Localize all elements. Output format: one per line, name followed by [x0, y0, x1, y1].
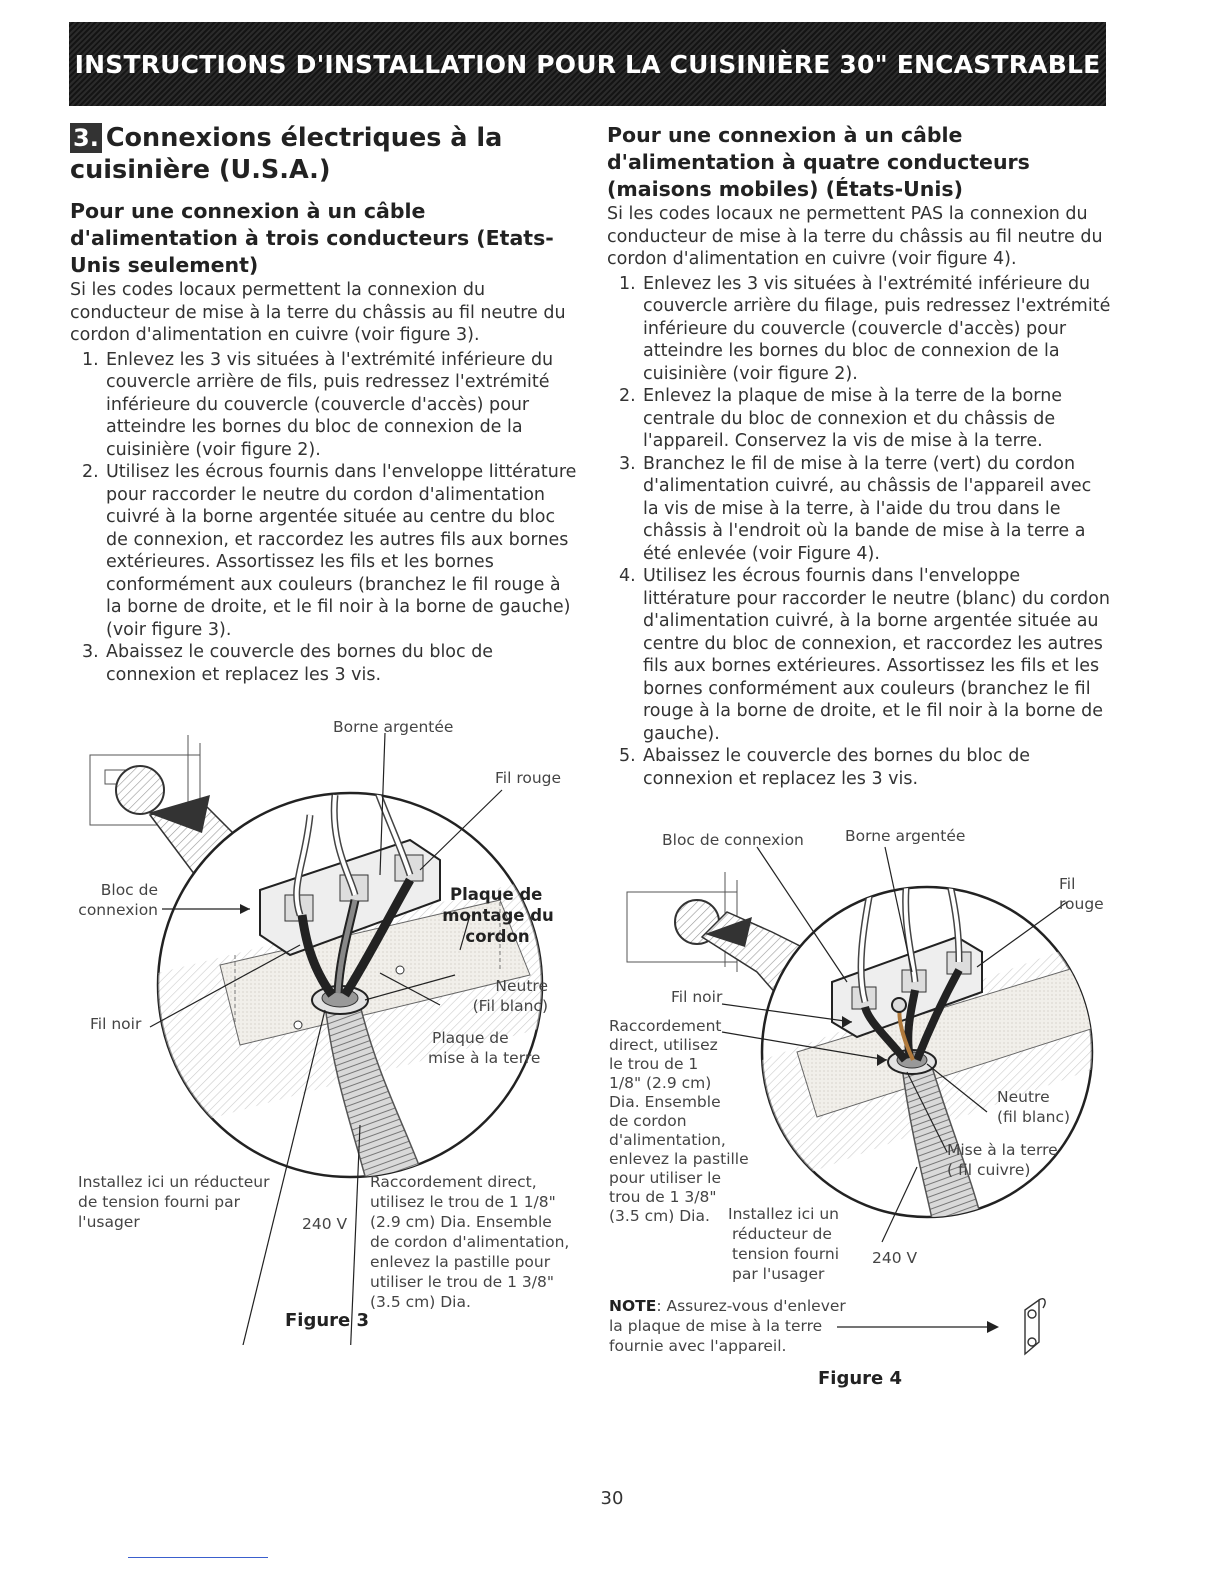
label-raccordement-3: (2.9 cm) Dia. Ensemble — [370, 1213, 552, 1231]
label-plaque-montage-1: Plaque de — [450, 885, 543, 904]
label-mise-terre: Mise à la terre — [947, 1141, 1058, 1159]
label-plaque-montage-2: montage du — [442, 906, 554, 925]
label-raccordement-4-9: pour utiliser le — [609, 1169, 722, 1187]
label-bloc-de: Bloc de — [100, 881, 158, 899]
label-fil: Fil — [1059, 875, 1076, 893]
label-reducteur-4-2: réducteur de — [732, 1225, 832, 1243]
right-intro: Si les codes locaux ne permettent PAS la connexion du conducteur de mise à la terre du châssis au fil neutre du cordon d'alimentation en cuivre (voir figure 4). — [607, 204, 1103, 269]
label-neutre-4: Neutre — [997, 1088, 1050, 1106]
figure-4 — [607, 822, 1112, 1402]
figure-4-title: Figure 4 — [818, 1368, 903, 1389]
label-fil-blanc: (Fil blanc) — [472, 997, 548, 1015]
note-text: : Assurez-vous d'enlever — [656, 1297, 846, 1315]
list-item: 2. Enlevez la plaque de mise à la terre de la borne centrale du bloc de connexion et du châssis de l'appareil. Conservez la vis de mise à la terre. — [619, 386, 1063, 451]
list-item: 1. Enlevez les 3 vis situées à l'extrémité inférieure du couvercle arrière de fils, puis redressez l'extrémité inférieure du couvercle (couvercle d'accès) pour atteindre les bornes du bloc de connexion de la cuisinière (voir figure 2). — [82, 349, 554, 460]
label-raccordement-5: enlevez la pastille pour — [370, 1253, 551, 1271]
left-column — [70, 122, 580, 686]
label-raccordement-4-5: Dia. Ensemble — [609, 1093, 721, 1111]
label-bloc-connexion: Bloc de connexion — [662, 831, 804, 849]
label-raccordement-4-3: le trou de 1 — [609, 1055, 699, 1073]
label-fil-cuivre: ( fil cuivre) — [947, 1161, 1031, 1179]
label-raccordement-7: (3.5 cm) Dia. — [370, 1293, 471, 1311]
list-item: 2. Utilisez les écrous fournis dans l'enveloppe littérature pour raccorder le neutre du cordon d'alimentation cuivré à la borne argentée située au centre du bloc de connexion, et raccordez les autres fils aux bornes extérieures. Assortissez les fils et les bornes conformément aux couleurs (branchez le fil rouge à la borne de droite, et le fil noir à la borne de gauche) (voir figure 3). — [82, 462, 577, 640]
label-voltage: 240 V — [302, 1215, 348, 1233]
label-rouge: rouge — [1059, 895, 1104, 913]
page-banner: INSTRUCTIONS D'INSTALLATION POUR LA CUISINIÈRE 30" ENCASTRABLE — [69, 22, 1106, 106]
label-borne-argentee-4: Borne argentée — [845, 827, 966, 845]
list-item: 3. Abaissez le couvercle des bornes du bloc de connexion et replacez les 3 vis. — [82, 642, 494, 685]
label-connexion: connexion — [78, 901, 158, 919]
label-neutre: Neutre — [495, 977, 548, 995]
label-raccordement-6: utiliser le trou de 1 3/8" — [370, 1273, 555, 1291]
label-fil-rouge: Fil rouge — [495, 769, 562, 787]
label-raccordement-4-4: 1/8" (2.9 cm) — [609, 1074, 712, 1092]
section-heading — [70, 122, 580, 186]
note-line-2: la plaque de mise à la terre — [609, 1317, 823, 1335]
right-subtitle: Pour une connexion à un câble d'alimentation à quatre conducteurs (maisons mobiles) (États-Unis) — [607, 123, 1030, 201]
label-raccordement-1: Raccordement direct, — [370, 1173, 537, 1191]
label-plaque-montage-3: cordon — [465, 927, 530, 946]
label-plaque-terre-1: Plaque de — [432, 1029, 509, 1047]
section-title: Connexions électriques à la cuisinière (U.S.A.) — [70, 123, 503, 185]
label-fil-blanc-4: (fil blanc) — [997, 1108, 1071, 1126]
left-intro: Si les codes locaux permettent la connexion du conducteur de mise à la terre du châssis au fil neutre du cordon d'alimentation en cuivre (voir figure 3). — [70, 280, 566, 345]
footer-line — [128, 1557, 268, 1558]
note-line-1 — [609, 1297, 846, 1316]
figure-3-title: Figure 3 — [285, 1310, 370, 1331]
zoom-circle — [116, 766, 164, 814]
note-label: NOTE — [609, 1297, 657, 1315]
label-raccordement-4-11: (3.5 cm) Dia. — [609, 1207, 710, 1225]
list-item: 3. Branchez le fil de mise à la terre (vert) du cordon d'alimentation cuivré, au châssis de l'appareil avec la vis de mise à la terre, à l'aide du trou dans le châssis à l'endroit où la bande de mise à la terre a été enlevée (voir Figure 4). — [619, 453, 1092, 564]
label-voltage-4: 240 V — [872, 1249, 918, 1267]
list-item: 4. Utilisez les écrous fournis dans l'enveloppe littérature pour raccorder le neutre (blanc) du cordon d'alimentation cuivré, à la borne argentée située au centre du bloc de connexion, et raccordez les autres fils aux bornes extérieures. Assortissez les fils et les bornes conformément aux couleurs (branchez le fil rouge à la borne de droite, et le fil noir à la borne de gauche). — [619, 566, 1110, 744]
label-reducteur-4-4: par l'usager — [732, 1265, 825, 1283]
label-reducteur-3: l'usager — [78, 1213, 140, 1231]
label-borne-argentee: Borne argentée — [333, 718, 454, 736]
page-number: 30 — [600, 1488, 624, 1509]
label-fil-noir-4: Fil noir — [671, 988, 723, 1006]
label-raccordement-4-6: de cordon — [609, 1112, 687, 1130]
section-number: 3. — [70, 123, 102, 153]
label-reducteur-1: Installez ici un réducteur — [78, 1173, 270, 1191]
label-raccordement-4-7: d'alimentation, — [609, 1131, 726, 1149]
label-reducteur-4-3: tension fourni — [732, 1245, 840, 1263]
label-reducteur-4-1: Installez ici un — [728, 1205, 839, 1223]
label-plaque-terre-2: mise à la terre — [428, 1049, 541, 1067]
label-raccordement-4-8: enlevez la pastille — [609, 1150, 749, 1168]
right-column — [607, 122, 1112, 790]
list-item: 1. Enlevez les 3 vis situées à l'extrémité inférieure du couvercle arrière du filage, puis redressez l'extrémité inférieure du couvercle (couvercle d'accès) pour atteindre les bornes du bloc de connexion de la cuisinière (voir figure 2). — [619, 273, 1111, 384]
list-item: 5. Abaissez le couvercle des bornes du bloc de connexion et replacez les 3 vis. — [619, 746, 1031, 789]
note-line-3: fournie avec l'appareil. — [609, 1337, 787, 1355]
label-fil-noir: Fil noir — [90, 1015, 142, 1033]
left-steps — [70, 349, 580, 687]
figure-3 — [70, 715, 590, 1345]
label-raccordement-4: de cordon d'alimentation, — [370, 1233, 570, 1251]
left-subtitle: Pour une connexion à un câble d'alimentation à trois conducteurs (Etats-Unis seulement) — [70, 199, 554, 277]
label-raccordement-2: utilisez le trou de 1 1/8" — [370, 1193, 556, 1211]
label-reducteur-2: de tension fourni par — [78, 1193, 240, 1211]
label-raccordement-4-2: direct, utilisez — [609, 1036, 718, 1054]
label-raccordement-4-10: trou de 1 3/8" — [609, 1188, 717, 1206]
label-raccordement-4-1: Raccordement — [609, 1017, 722, 1035]
right-steps — [607, 273, 1112, 791]
ground-plate-icon — [1025, 1299, 1045, 1354]
